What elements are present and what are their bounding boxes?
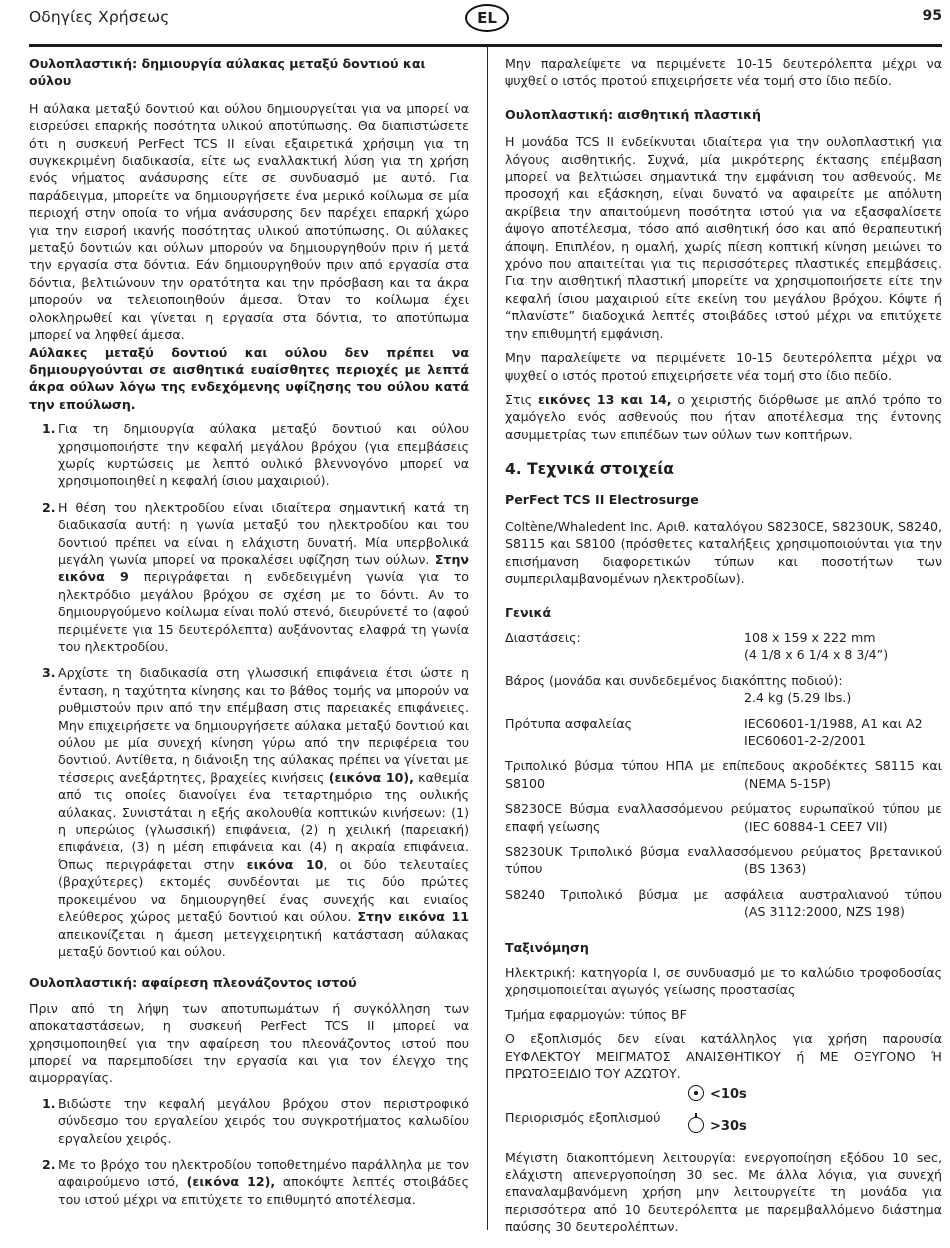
right-column	[505, 55, 942, 1236]
spec-row-dimensions	[505, 629, 942, 664]
off-time-value: >30s	[710, 1118, 747, 1134]
list-number: 3.	[42, 665, 56, 681]
list-number: 2.	[42, 1156, 56, 1172]
document-title: Οδηγίες Χρήσεως	[29, 8, 170, 26]
page-number: 95	[922, 8, 942, 24]
paragraph-excess-tissue: Πριν από τη λήψη των αποτυπωμάτων ή συγκόλληση των αποκαταστάσεων, η συσκευή PerFect TCS II μπορεί να χρησιμοποιηθεί για την αφαίρεση του πλεονάζοντος ιστού που μπορεί να παρεμποδίσει την εργασία και για τον έλεγχο της αιμορραγίας.	[29, 1000, 469, 1086]
figure-reference: (εικόνα 12),	[186, 1174, 276, 1190]
section-heading-technical: 4. Τεχνικά στοιχεία	[505, 460, 674, 479]
spec-value: (4 1/8 x 6 1/4 x 8 3/4”)	[744, 647, 889, 663]
figure-reference: Στην εικόνα 9	[58, 551, 469, 585]
list-text: καθεμία από τις οποίες διανοίγει ένα τεταρτημόριο της ουλικής αύλακας. Συνιστάται η εξής ακολουθία κοπτικών κινήσεων: (1) η υπερώιος (γλωσσική) επιφάνεια, (2) η χειλική (παρειακή) επιφάνεια, (3) η μέση επιφάνεια και (4) η ακραία επιφάνεια. Όπως περιγράφεται στην	[58, 769, 469, 872]
figure-reference: Στην εικόνα 11	[357, 909, 469, 925]
off-time-indicator	[688, 1117, 747, 1135]
spec-label: S8230UK Τριπολικό βύσμα εναλλασσόμενου ρεύματος βρετανικού τύπου	[505, 844, 942, 877]
product-name: PerFect TCS II Electrosurge	[505, 491, 699, 507]
paragraph-catalog: Coltène/Whaledent Inc. Αριθ. καταλόγου S8230CE, S8230UK, S8240, S8115 και S8100 (πρόσθετες καταλήξεις χρησιμοποιούνται για την επισήμανση διαφορετικών τύπων και ποσοτήτων των συμπεριλαμβανομένων ηλεκτροδίων).	[505, 518, 942, 587]
spec-row-weight	[505, 672, 942, 707]
list-text: Αρχίστε τη διαδικασία στη γλωσσική επιφάνεια έτσι ώστε η ένταση, η ταχύτητα κίνησης και το βάθος τομής να μπορούν να ρυθμιστούν πριν από την επέμβαση στις παρειακές επιφάνειες. Μην επιχειρήσετε να δημιουργήσετε αύλακα μεταξύ δοντιού και ούλου με μία συνεχή κίνηση γύρω από την περιφέρεια του δοντιού. Αντίθετα, η διάνοιξη της αύλακας πρέπει να γίνεται με τέσσερις ανεξάρτητες, βραχείες κινήσεις	[58, 665, 469, 785]
excess-tissue-steps-list	[29, 1095, 469, 1208]
list-text: Με το βρόχο του ηλεκτροδίου τοποθετημένο παράλληλα με τον αφαιρούμενο ιστό,	[58, 1156, 469, 1190]
section-heading-classification: Ταξινόμηση	[505, 939, 589, 955]
list-text: αποκόψτε λεπτές στοιβάδες του ιστού μέχρι να επιτύχετε το επιθυμητό αποτέλεσμα.	[58, 1174, 469, 1207]
timer-on-icon	[688, 1085, 704, 1101]
paragraph-aesthetic: Η μονάδα TCS II ενδείκνυται ιδιαίτερα για την ουλοπλαστική για λόγους αισθητικής. Συχνά, μία μικρότερης έκτασης επέμβαση μπορεί να βελτιώσει σημαντικά την εμφάνιση του ασθενούς. Με προσοχή και εξάσκηση, είναι δυνατό να αφαιρείτε με απόλυτη ακρίβεια την απαιτούμενη ποσότητα ιστού για να εξασφαλίσετε άψογο αποτέλεσμα, τόσο από αισθητική όσο και από θεραπευτική άποψη. Επιπλέον, η ομαλή, χωρίς πίεση κοπτική κίνηση μειώνει το χρόνο που απαιτείται για τις περισσότερες πλαστικές επεμβάσεις. Για την αισθητική πλαστική μπορείτε να χρησιμοποιήσετε είτε την κεφαλή ίσιου μαχαιριού είτε εκείνη του μεγάλου βρόχου. Κόψτε ή “πλανίστε” διαδοχικά λεπτές στοιβάδες ιστού μέχρι να επιτύχετε την επιθυμητή εμφάνιση.	[505, 134, 942, 341]
equipment-limitation	[505, 1083, 942, 1149]
spec-value: IEC60601-1/1988, A1 και A2	[744, 715, 923, 731]
spec-label: Βάρος (μονάδα και συνδεδεμένος διακόπτης ποδιού):	[505, 672, 843, 688]
section-heading-aesthetic: Ουλοπλαστική: αισθητική πλαστική	[505, 106, 761, 122]
list-number: 2.	[42, 499, 56, 515]
list-text: , οι δύο τελευταίες (βραχύτερες) εκτομές συνδέονται με τις δύο πρώτες προκειμένου να δημιουργηθεί ένας συνεχής και ενιαίος ελεύθερος χώρος μεταξύ δοντιού και ούλου.	[58, 856, 469, 925]
spec-value: 2.4 kg (5.29 lbs.)	[744, 690, 852, 706]
section-heading-groove: Ουλοπλαστική: δημιουργία αύλακας μεταξύ δοντιού και ούλου	[29, 56, 426, 89]
list-item	[29, 1095, 469, 1147]
figure-reference: (εικόνα 10),	[328, 769, 414, 785]
section-heading-general: Γενικά	[505, 604, 552, 620]
spec-value: (AS 3112:2000, NZS 198)	[744, 904, 905, 920]
paragraph-text: ο χειριστής διόρθωσε με απλό τρόπο το χαμόγελο ενός ασθενούς που ήταν αποτέλεσμα της έντονης ασυμμετρίας των επιπέδων των ούλων των κοπτήρων.	[505, 391, 942, 442]
paragraph-electrical-class: Ηλεκτρική: κατηγορία I, σε συνδυασμό με το καλώδιο τροφοδοσίας χρησιμοποιείται αγωγός γείωσης προστασίας	[505, 965, 942, 998]
spec-row-plug-eu	[505, 800, 942, 835]
spec-label: Πρότυπα ασφαλείας	[505, 715, 633, 731]
list-text: Για τη δημιουργία αύλακα μεταξύ δοντιού και ούλου χρησιμοποιήστε την κεφαλή μεγάλου βρόχου (για επεμβάσεις χωρίς κυρτώσεις με λεπτό ουλικό βλεννογόνο μπορεί να χρησιμοποιηθεί η κεφαλή ίσιου μαχαιριού).	[58, 421, 469, 489]
paragraph-text: Στις	[505, 391, 539, 407]
figure-reference: εικόνα 10	[246, 856, 324, 872]
groove-steps-list	[29, 420, 469, 960]
spec-row-plug-usa	[505, 757, 942, 792]
paragraph-cooling-note: Μην παραλείψετε να περιμένετε 10-15 δευτερόλεπτα μέχρι να ψυχθεί ο ιστός προτού επιχειρήσετε νέα τομή στο ίδιο πεδίο.	[505, 56, 942, 89]
spec-label: Διαστάσεις:	[505, 629, 581, 645]
column-divider	[487, 46, 488, 1230]
on-time-indicator	[688, 1085, 747, 1103]
spec-label: S8240 Τριπολικό βύσμα με ασφάλεια αυστραλιανού τύπου	[505, 886, 942, 902]
list-text: απεικονίζεται η άμεση μετεγχειρητική κατάσταση αύλακας μεταξύ δοντιού και ούλου.	[58, 926, 469, 959]
timer-off-icon	[688, 1117, 704, 1133]
list-text: Βιδώστε την κεφαλή μεγάλου βρόχου στον περιστροφικό σύνδεσμο του εργαλείου χειρός του συγκροτήματος καλωδίου εργαλείου χειρός.	[58, 1095, 469, 1146]
list-item	[29, 499, 469, 656]
list-number: 1.	[42, 1095, 56, 1111]
limitation-label: Περιορισμός εξοπλισμού	[505, 1109, 661, 1125]
list-number: 1.	[42, 421, 56, 437]
spec-value: 108 x 159 x 222 mm	[744, 629, 876, 645]
spec-value: (IEC 60884-1 CEE7 VII)	[744, 818, 888, 834]
paragraph-figures-13-14	[505, 391, 942, 443]
figure-reference: εικόνες 13 και 14,	[538, 391, 672, 407]
warning-paragraph: Αύλακες μεταξύ δοντιού και ούλου δεν πρέπει να δημιουργούνται σε αισθητικά ευαίσθητες περιοχές με λεπτά άκρα ούλων λόγω της ενδεχόμενης υφίζησης του ούλου κατά την επούλωση.	[29, 344, 469, 412]
spec-value: (BS 1363)	[744, 861, 807, 877]
list-item	[29, 664, 469, 960]
on-time-value: <10s	[710, 1086, 747, 1102]
list-text: Η θέση του ηλεκτροδίου είναι ιδιαίτερα σημαντική κατά τη διαδικασία αυτή: η γωνία μεταξύ του ηλεκτροδίου και του δοντιού πρέπει να είναι η ελάχιστη δυνατή. Μία υπερβολικά μεγάλη γωνία μπορεί να προκαλέσει υφίζηση των ούλων.	[58, 499, 469, 567]
paragraph-cooling-note-2: Μην παραλείψετε να περιμένετε 10-15 δευτερόλεπτα μέχρι να ψυχθεί ο ιστός προτού επιχειρήσετε νέα τομή στο ίδιο πεδίο.	[505, 350, 942, 383]
list-item	[29, 420, 469, 490]
left-column	[29, 55, 469, 1217]
spec-row-standards	[505, 715, 942, 750]
paragraph-groove-intro: Η αύλακα μεταξύ δοντιού και ούλου δημιουργείται για να μπορεί να εισρεύσει επαρκής ποσότητα υλικού αποτύπωσης. Θα διαπιστώσετε ότι η συσκευή PerFect TCS II είναι εξαιρετικά χρήσιμη για τη συγκεκριμένη διαδικασία, είτε ως εναλλακτική λύση για τη χρήση ενός νήματος ανάσυρσης είτε σε συνδυασμό με αυτό. Για παράδειγμα, μπορείτε να δημιουργήσετε ένα μερικό κοίλωμα σε μία περιοχή στην οποία το νήμα ανάσυρσης δεν παρέχει επαρκή χώρο για την εισροή ικανής ποσότητας υλικού αποτύπωσης. Οι αύλακες μεταξύ δοντιών και ούλων μπορούν να δημιουργηθούν πριν ή μετά την εργασία στα δόντια. Εάν δημιουργηθούν πριν από εργασία στα δόντια, βελτιώνουν την ορατότητα και την πρόσβαση και τα άκρα μπορούν να τελειοποιηθούν άμεσα. Όταν το κοίλωμα έχει ολοκληρωθεί και γίνεται η εργασία στα δόντια, το αποτύπωμα μπορεί να ληφθεί άμεσα.	[29, 100, 469, 343]
section-heading-excess-tissue: Ουλοπλαστική: αφαίρεση πλεονάζοντος ιστού	[29, 975, 357, 991]
spec-row-plug-au	[505, 886, 942, 921]
paragraph-duty-cycle: Μέγιστη διακοπτόμενη λειτουργία: ενεργοποίηση εξόδου 10 sec, ελάχιστη απενεργοποίηση 30 sec. Με άλλα λόγια, για συνεχή επαναλαμβανόμενη χρήση μην λειτουργείτε τη μονάδα για περισσότερα από 10 δευτερόλεπτα με παρεμβαλλόμενο διάστημα παύσης 30 δευτερολέπτων.	[505, 1149, 942, 1235]
paragraph-applied-part: Τμήμα εφαρμογών: τύπος BF	[505, 1006, 687, 1022]
spec-value: IEC60601-2-2/2001	[744, 733, 866, 748]
spec-value: (NEMA 5-15P)	[744, 775, 831, 791]
page-header	[29, 0, 942, 47]
list-text: περιγράφεται η ενδεδειγμένη γωνία για το ηλεκτρόδιο μεγάλου βρόχου σε σχέση με το δόντι. Αν το δημιουργούμενο κοίλωμα είναι πολύ στενό, διευρύνετέ το (αφού περιμένετε για 15 δευτερόλεπτα) αυξάνοντας ελαφρά τη γωνία του ηλεκτροδίου.	[58, 569, 469, 654]
language-badge: EL	[465, 4, 509, 32]
spec-row-plug-uk	[505, 843, 942, 878]
list-item	[29, 1156, 469, 1208]
paragraph-flammable-warning: Ο εξοπλισμός δεν είναι κατάλληλος για χρήση παρουσία ΕΥΦΛΕΚΤΟΥ ΜΕΙΓΜΑΤΟΣ ΑΝΑΙΣΘΗΤΙΚΟΥ ή ΜΕ ΟΞΥΓΟΝΟ Ή ΠΡΩΤΟΞΕΙΔΙΟ ΤΟΥ ΑΖΩΤΟΥ.	[505, 1031, 942, 1082]
spec-label: Τριπολικό βύσμα τύπου ΗΠΑ με επίπεδους ακροδέκτες S8115 και S8100	[505, 758, 942, 791]
spec-label: S8230CE Βύσμα εναλλασσόμενου ρεύματος ευρωπαϊκού τύπου με επαφή γείωσης	[505, 801, 942, 834]
